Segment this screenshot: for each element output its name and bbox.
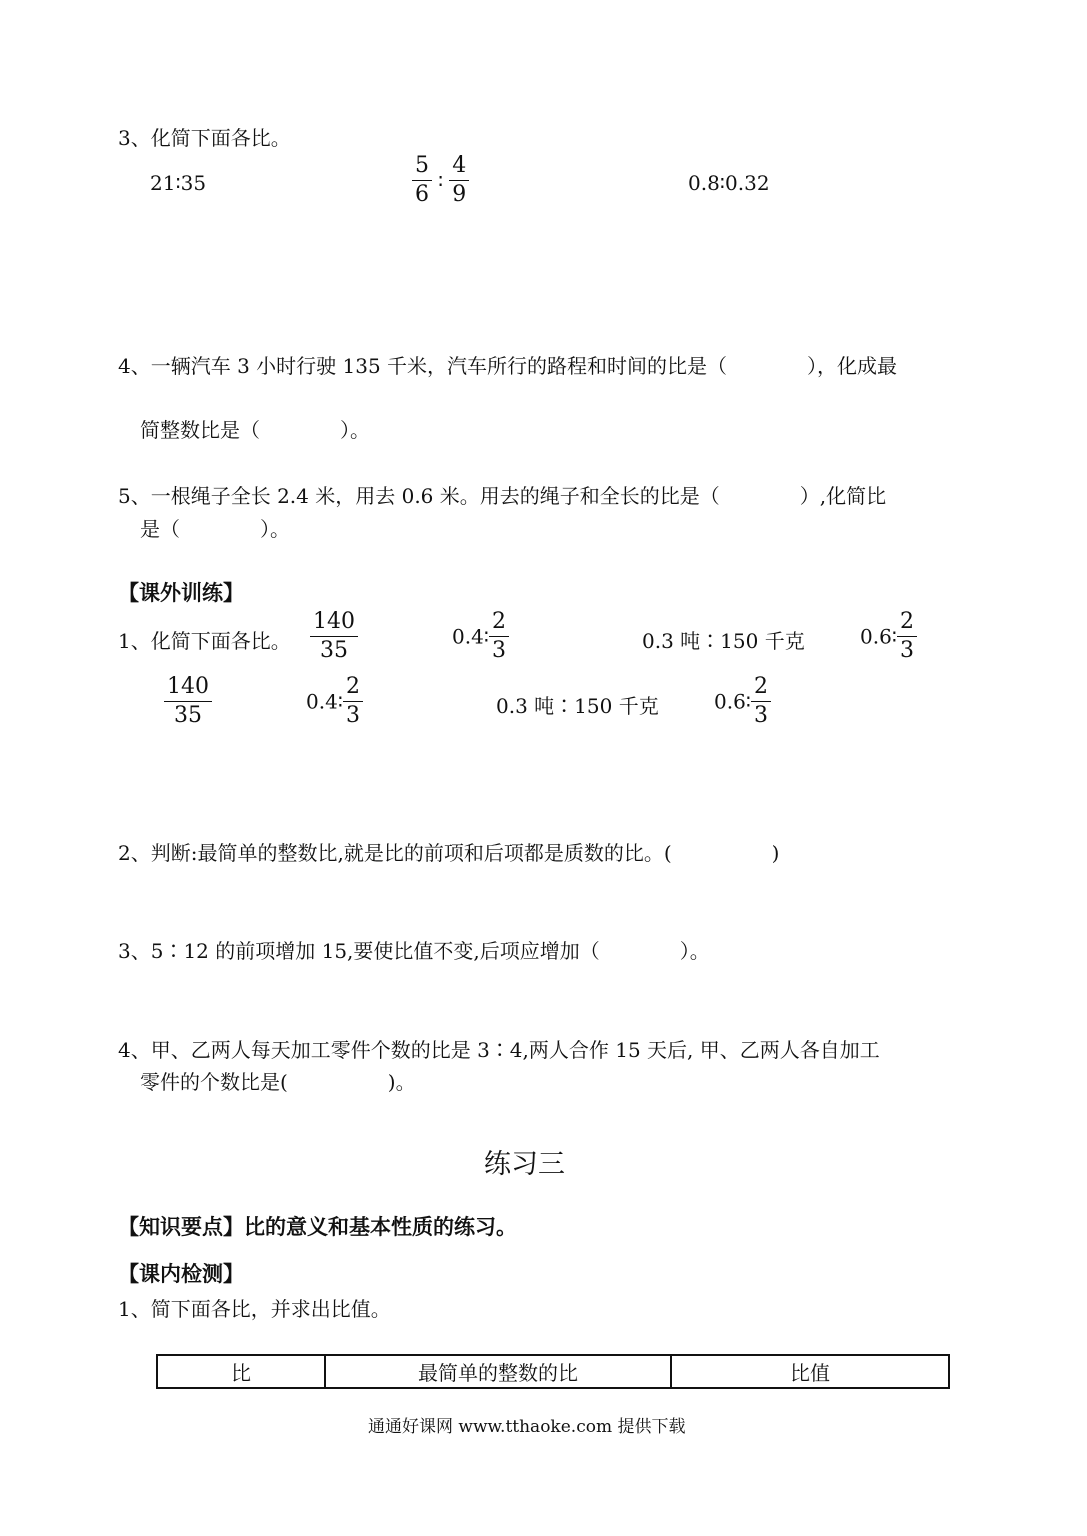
ratio-0.6-two-thirds	[714, 675, 771, 728]
ratio-0.4-two-thirds	[306, 675, 363, 728]
ratio-0.4-two-thirds	[452, 610, 509, 663]
fraction	[489, 610, 509, 663]
fraction	[310, 610, 358, 663]
ratio-ton-kg: 0.3 吨∶150 千克	[642, 629, 805, 653]
denominator: 3	[900, 638, 915, 663]
fraction	[412, 154, 432, 207]
fraction	[751, 675, 771, 728]
fraction-140-35	[310, 610, 358, 663]
question-3-label: 3、化简下面各比。	[118, 126, 291, 150]
exercise-title: 练习三	[484, 1149, 565, 1180]
denominator: 6	[415, 182, 429, 207]
denominator: 3	[492, 638, 507, 663]
question-4-line2: 简整数比是（ ）。	[140, 418, 370, 442]
question-5-line1: 5、一根绳子全长 2.4 米，用去 0.6 米。用去的绳子和全长的比是（ ）,化简比	[118, 484, 887, 508]
fraction	[343, 675, 363, 728]
numerator: 2	[343, 675, 363, 702]
numerator: 2	[897, 610, 917, 637]
numerator: 5	[412, 154, 432, 181]
knowledge-points: 【知识要点】比的意义和基本性质的练习。	[118, 1215, 517, 1239]
footer-source: 通通好课网 www.tthaoke.com 提供下载	[368, 1417, 686, 1437]
fraction-ratio-5-6-4-9	[412, 154, 469, 207]
ratio-prefix: 0.6∶	[860, 624, 898, 649]
numerator: 2	[751, 675, 771, 702]
header-ratio-value: 比值	[671, 1355, 949, 1388]
numerator: 4	[449, 154, 469, 181]
extra-question-1-label: 1、化简下面各比。	[118, 629, 291, 653]
extra-question-3: 3、5∶12 的前项增加 15,要使比值不变,后项应增加（ ）。	[118, 939, 710, 963]
ratio-0.8-0.32: 0.8∶0.32	[688, 171, 770, 195]
extra-question-2: 2、判断:最简单的整数比,就是比的前项和后项都是质数的比。( )	[118, 841, 780, 865]
denominator: 3	[346, 703, 361, 728]
ratio-prefix: 0.4∶	[306, 689, 344, 714]
header-ratio: 比	[157, 1355, 325, 1388]
fraction	[449, 154, 469, 207]
question-4-line1: 4、一辆汽车 3 小时行驶 135 千米，汽车所行的路程和时间的比是（ ），化成最	[118, 354, 898, 378]
denominator: 9	[452, 182, 467, 207]
ratio-21-35: 21∶35	[150, 171, 207, 195]
ratio-colon: ∶	[438, 168, 444, 193]
denominator: 35	[174, 703, 202, 728]
in-class-check-header: 【课内检测】	[118, 1262, 244, 1286]
question-5-line2: 是（ ）。	[140, 517, 290, 541]
exercise3-question-1: 1、简下面各比，并求出比值。	[118, 1297, 391, 1321]
ratio-prefix: 0.6∶	[714, 689, 752, 714]
ratio-ton-kg: 0.3 吨∶150 千克	[496, 694, 659, 718]
extra-question-4-line1: 4、甲、乙两人每天加工零件个数的比是 3∶4,两人合作 15 天后, 甲、乙两人各自加工	[118, 1038, 880, 1062]
fraction	[897, 610, 917, 663]
numerator: 2	[489, 610, 509, 637]
numerator: 140	[310, 610, 358, 637]
denominator: 3	[754, 703, 769, 728]
ratio-table	[156, 1354, 950, 1389]
header-simplest-ratio: 最简单的整数的比	[325, 1355, 671, 1388]
denominator: 35	[320, 638, 348, 663]
extra-question-4-line2: 零件的个数比是( )。	[140, 1070, 416, 1094]
ratio-0.6-two-thirds	[860, 610, 917, 663]
fraction-140-35	[164, 675, 212, 728]
fraction	[164, 675, 212, 728]
ratio-prefix: 0.4∶	[452, 624, 490, 649]
numerator: 140	[164, 675, 212, 702]
table-header-row	[157, 1355, 949, 1388]
extra-training-header: 【课外训练】	[118, 581, 244, 605]
